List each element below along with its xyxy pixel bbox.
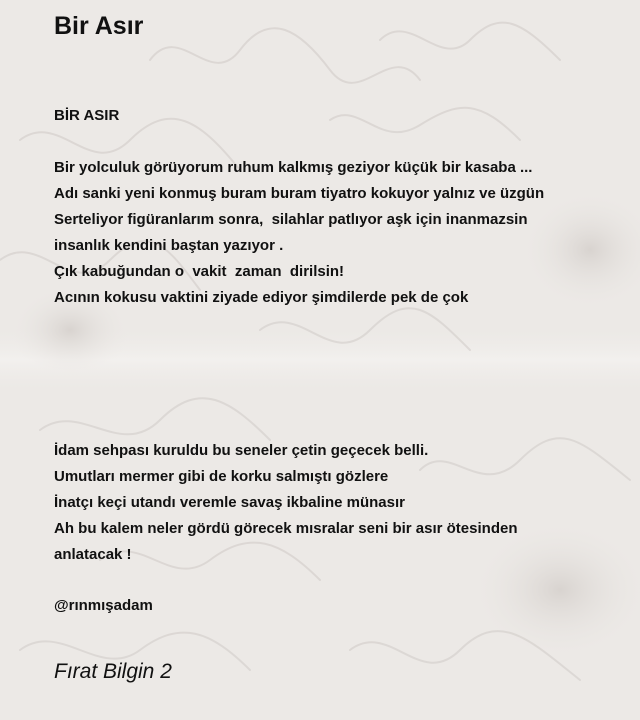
- poem-stanza-2: [54, 438, 517, 568]
- poem-line: Ah bu kalem neler gördü görecek mısralar seni bir asır ötesinden: [54, 520, 518, 537]
- poem-line: Bir yolculuk görüyorum ruhum kalkmış geziyor küçük bir kasaba ...: [54, 159, 533, 176]
- page-title: Bir Asır: [54, 12, 144, 40]
- poem-line: insanlık kendini baştan yazıyor .: [54, 237, 284, 254]
- poem-line: Serteliyor figüranlarım sonra, silahlar patlıyor aşk için inanmazsin: [54, 211, 528, 228]
- poem-heading: BİR ASIR: [54, 107, 120, 124]
- poet-handle: @rınmışadam: [54, 597, 153, 614]
- poem-line: Çık kabuğundan o vakit zaman dirilsin!: [54, 263, 345, 280]
- poem-line: İnatçı keçi utandı veremle savaş ikbaline münasır: [54, 494, 405, 511]
- author-signature: Fırat Bilgin 2: [54, 660, 172, 683]
- poem-line: İdam sehpası kuruldu bu seneler çetin geçecek belli.: [54, 442, 429, 459]
- poem-line: Acının kokusu vaktini ziyade ediyor şimdilerde pek de çok: [54, 289, 469, 306]
- poem-line: anlatacak !: [54, 546, 132, 563]
- poem-stanza-1: [54, 155, 544, 311]
- poem-line: Umutları mermer gibi de korku salmıştı gözlere: [54, 468, 389, 485]
- poem-line: Adı sanki yeni konmuş buram buram tiyatro kokuyor yalnız ve üzgün: [54, 185, 545, 202]
